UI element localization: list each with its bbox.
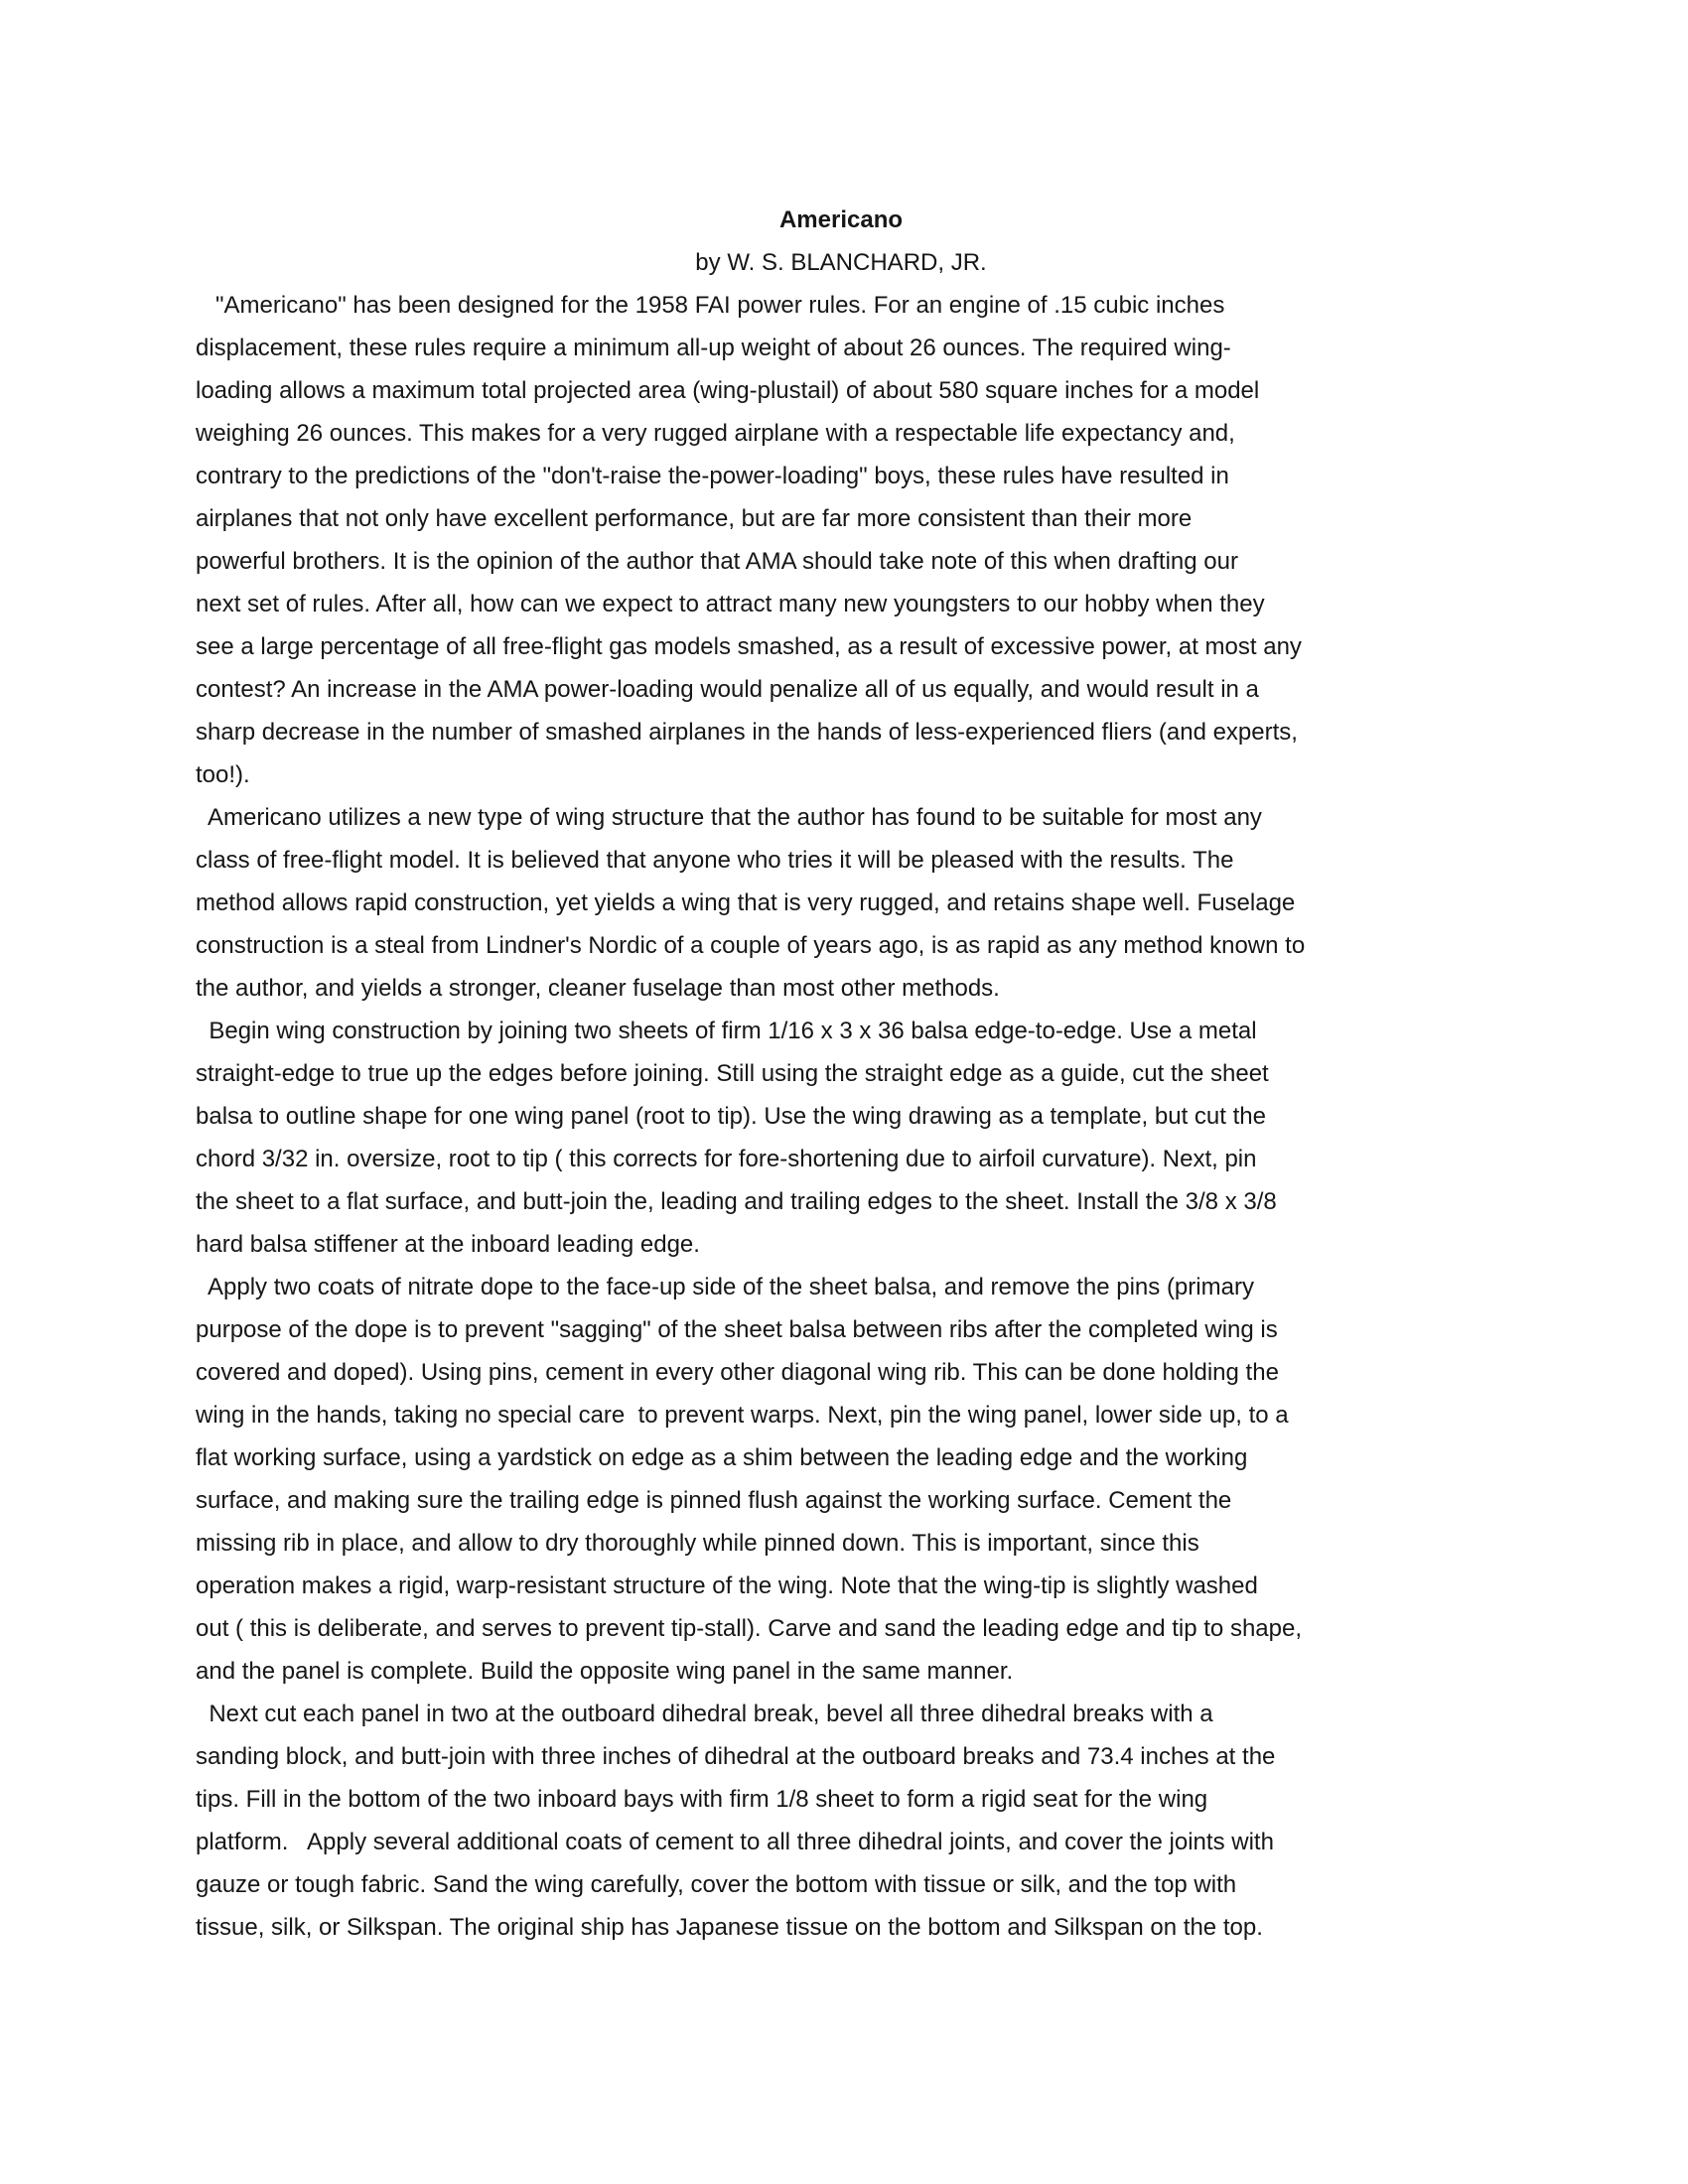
text-line: too!).	[196, 761, 250, 788]
text-line: balsa to outline shape for one wing panel (root to tip). Use the wing drawing as a template, but cut the	[196, 1103, 1266, 1130]
text-line: loading allows a maximum total projected area (wing-plustail) of about 580 square inches for a model	[196, 377, 1260, 404]
text-line: Next cut each panel in two at the outboard dihedral break, bevel all three dihedral breaks with a	[196, 1701, 1213, 1727]
text-line: tips. Fill in the bottom of the two inboard bays with firm 1/8 sheet to form a rigid seat for the wing	[196, 1786, 1208, 1813]
paragraph-2	[196, 796, 1486, 1010]
text-line: "Americano" has been designed for the 1958 FAI power rules. For an engine of .15 cubic inches	[196, 292, 1225, 319]
text-line: platform. Apply several additional coats of cement to all three dihedral joints, and cover the joints with	[196, 1829, 1274, 1855]
text-line: next set of rules. After all, how can we expect to attract many new youngsters to our hobby when they	[196, 591, 1265, 617]
text-line: hard balsa stiffener at the inboard leading edge.	[196, 1231, 700, 1258]
text-line: Begin wing construction by joining two sheets of firm 1/16 x 3 x 36 balsa edge-to-edge. Use a metal	[196, 1018, 1257, 1044]
text-line: operation makes a rigid, warp-resistant structure of the wing. Note that the wing-tip is slightly washed	[196, 1572, 1258, 1599]
text-line: surface, and making sure the trailing edge is pinned flush against the working surface. Cement the	[196, 1487, 1232, 1514]
text-line: class of free-flight model. It is believed that anyone who tries it will be pleased with the results. The	[196, 847, 1234, 874]
paragraph-5	[196, 1693, 1486, 1949]
text-line: powerful brothers. It is the opinion of the author that AMA should take note of this when drafting our	[196, 548, 1238, 575]
text-line: weighing 26 ounces. This makes for a very rugged airplane with a respectable life expectancy and,	[196, 420, 1235, 447]
text-line: construction is a steal from Lindner's Nordic of a couple of years ago, is as rapid as any method known to	[196, 932, 1306, 959]
paragraph-1	[196, 284, 1486, 796]
text-line: airplanes that not only have excellent performance, but are far more consistent than their more	[196, 505, 1193, 532]
text-line: Americano utilizes a new type of wing structure that the author has found to be suitable for most any	[196, 804, 1262, 831]
text-line: missing rib in place, and allow to dry thoroughly while pinned down. This is important, since this	[196, 1530, 1199, 1557]
text-line: straight-edge to true up the edges before joining. Still using the straight edge as a guide, cut the sheet	[196, 1060, 1269, 1087]
text-line: tissue, silk, or Silkspan. The original ship has Japanese tissue on the bottom and Silkspan on the top.	[196, 1914, 1263, 1941]
text-line: purpose of the dope is to prevent "sagging" of the sheet balsa between ribs after the completed wing is	[196, 1316, 1278, 1343]
text-line: out ( this is deliberate, and serves to prevent tip-stall). Carve and sand the leading edge and tip to shape,	[196, 1615, 1303, 1642]
text-line: and the panel is complete. Build the opposite wing panel in the same manner.	[196, 1658, 1014, 1685]
page-title: Americano	[778, 206, 904, 233]
paragraph-3	[196, 1010, 1486, 1266]
text-line: Apply two coats of nitrate dope to the face-up side of the sheet balsa, and remove the pins (primary	[196, 1274, 1254, 1300]
text-line: gauze or tough fabric. Sand the wing carefully, cover the bottom with tissue or silk, and the top with	[196, 1871, 1237, 1898]
text-line: see a large percentage of all free-flight gas models smashed, as a result of excessive power, at most any	[196, 633, 1302, 660]
text-line: the sheet to a flat surface, and butt-join the, leading and trailing edges to the sheet. Install the 3/8 x 3/8	[196, 1188, 1277, 1215]
text-line: displacement, these rules require a minimum all-up weight of about 26 ounces. The required wing-	[196, 335, 1231, 361]
text-line: method allows rapid construction, yet yields a wing that is very rugged, and retains shape well. Fuselage	[196, 889, 1296, 916]
text-line: sharp decrease in the number of smashed airplanes in the hands of less-experienced fliers (and experts,	[196, 719, 1298, 746]
text-line: flat working surface, using a yardstick on edge as a shim between the leading edge and the working	[196, 1444, 1248, 1471]
text-line: contest? An increase in the AMA power-loading would penalize all of us equally, and would result in a	[196, 676, 1259, 703]
document-body	[196, 199, 1486, 1949]
text-line: sanding block, and butt-join with three inches of dihedral at the outboard breaks and 73.4 inches at the	[196, 1743, 1276, 1770]
text-line: the author, and yields a stronger, cleaner fuselage than most other methods.	[196, 975, 1000, 1002]
byline: by W. S. BLANCHARD, JR.	[695, 249, 987, 276]
paragraph-4	[196, 1266, 1486, 1693]
text-line: covered and doped). Using pins, cement in every other diagonal wing rib. This can be done holding the	[196, 1359, 1279, 1386]
text-line: wing in the hands, taking no special care to prevent warps. Next, pin the wing panel, lower side up, to a	[196, 1402, 1289, 1429]
text-line: contrary to the predictions of the "don't-raise the-power-loading" boys, these rules have resulted in	[196, 463, 1229, 489]
text-line: chord 3/32 in. oversize, root to tip ( this corrects for fore-shortening due to airfoil curvature). Next, pin	[196, 1146, 1257, 1172]
